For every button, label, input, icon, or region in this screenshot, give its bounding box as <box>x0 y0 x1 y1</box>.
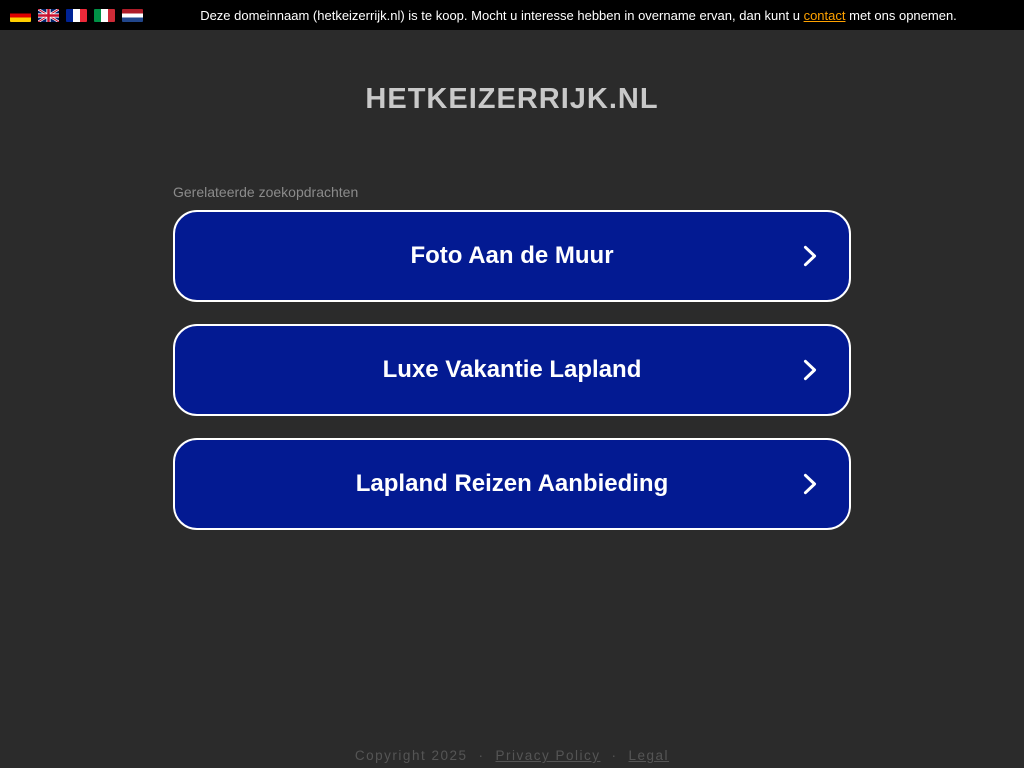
related-search-label: Foto Aan de Muur <box>410 242 614 269</box>
flag-france-icon[interactable] <box>66 9 87 22</box>
related-searches-section <box>173 184 851 530</box>
related-search-label: Lapland Reizen Aanbieding <box>355 470 669 497</box>
footer-separator: · <box>478 748 485 763</box>
domain-sale-message-after: met ons opnemen. <box>845 7 957 23</box>
flag-netherlands-icon[interactable] <box>122 9 143 22</box>
chevron-right-icon <box>799 357 821 383</box>
legal-link[interactable]: Legal <box>628 748 670 763</box>
domain-sale-message-before: Deze domeinnaam (hetkeizerrijk.nl) is te koop. Mocht u interesse hebben in overname ervan, dan kunt u <box>200 7 804 23</box>
chevron-right-icon <box>799 243 821 269</box>
related-searches-label: Gerelateerde zoekopdrachten <box>173 184 359 200</box>
related-search-button-foto-aan-de-muur[interactable] <box>173 210 851 302</box>
related-search-label: Luxe Vakantie Lapland <box>382 356 642 383</box>
footer <box>0 748 1024 768</box>
privacy-policy-link[interactable]: Privacy Policy <box>495 748 601 763</box>
chevron-right-icon <box>799 471 821 497</box>
language-flags <box>10 9 143 22</box>
page-title: HETKEIZERRIJK.NL <box>365 83 659 115</box>
related-search-button-luxe-vakantie-lapland[interactable] <box>173 324 851 416</box>
topbar <box>0 0 1024 30</box>
footer-separator: · <box>611 748 618 763</box>
related-search-button-lapland-reizen-aanbieding[interactable] <box>173 438 851 530</box>
contact-link[interactable]: contact <box>803 7 846 23</box>
flag-germany-icon[interactable] <box>10 9 31 22</box>
copyright-text: Copyright 2025 <box>354 748 468 763</box>
domain-sale-message <box>143 8 1014 23</box>
flag-italy-icon[interactable] <box>94 9 115 22</box>
flag-united-kingdom-icon[interactable] <box>38 9 59 22</box>
